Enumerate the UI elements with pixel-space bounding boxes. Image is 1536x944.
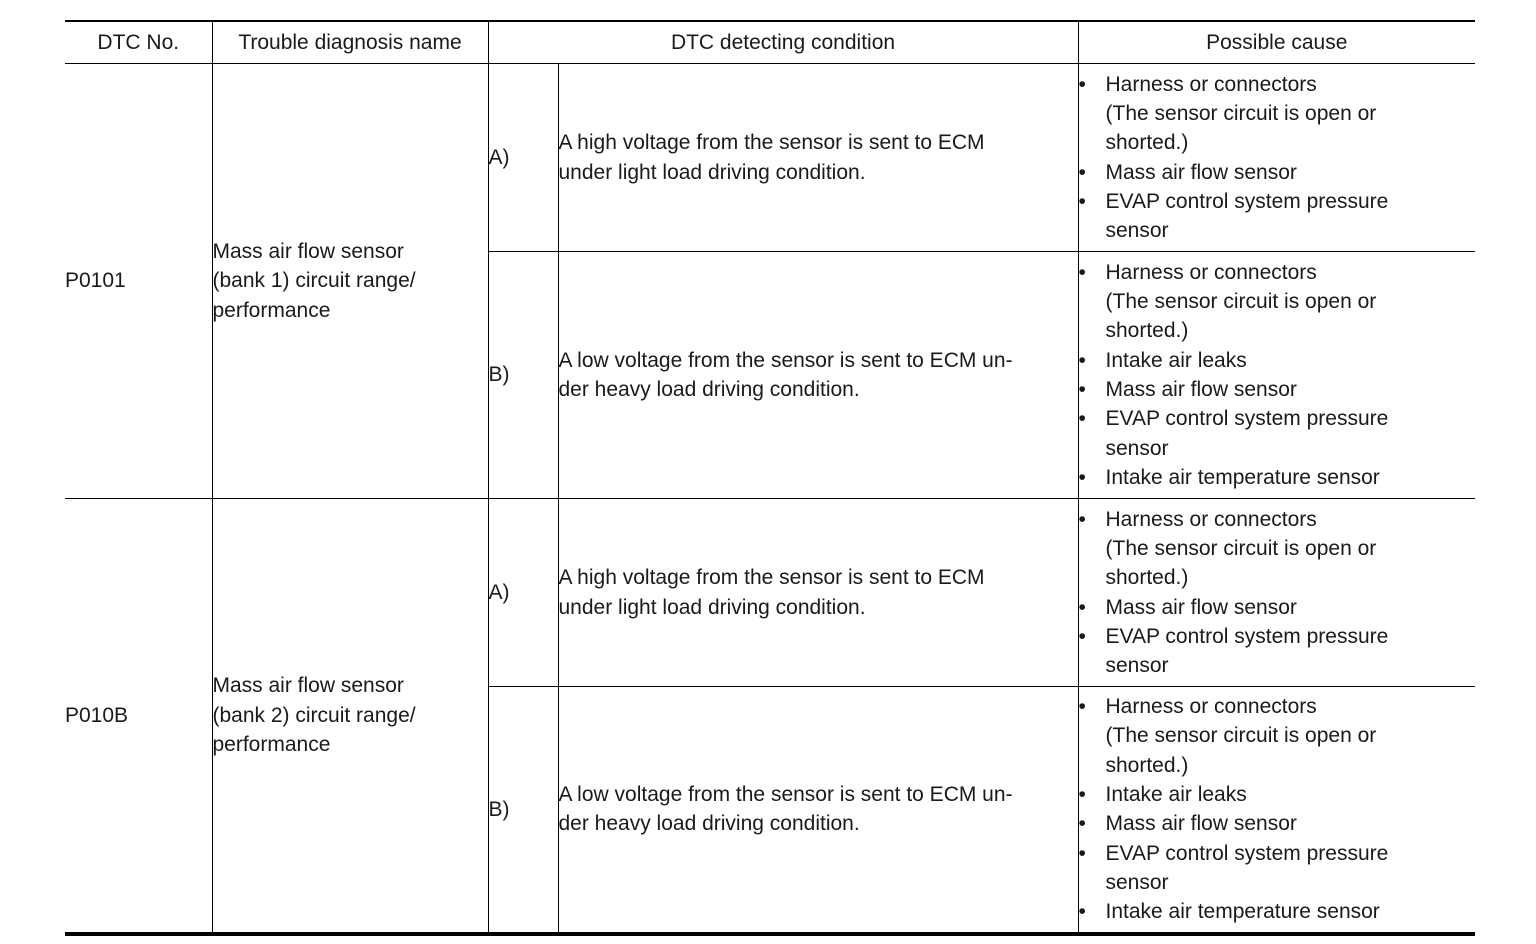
bullet-icon: • — [1078, 595, 1086, 619]
cause-line: Intake air temperature sensor — [1105, 465, 1380, 489]
bullet-icon: • — [1078, 407, 1086, 431]
condition-text-line: under light load driving condition. — [558, 160, 866, 184]
possible-causes — [1078, 252, 1475, 499]
diagnosis-name-line: Mass air flow sensor — [212, 674, 404, 698]
list-item — [1079, 593, 1476, 622]
cause-list — [1079, 258, 1476, 492]
condition-text-line: A high voltage from the sensor is sent to ECM — [558, 131, 985, 155]
cause-line: Mass air flow sensor — [1105, 812, 1297, 836]
list-item — [1079, 346, 1476, 375]
header-cause: Possible cause — [1078, 21, 1475, 64]
list-item — [1079, 70, 1476, 158]
condition-text — [558, 499, 1078, 687]
condition-text-line: A low voltage from the sensor is sent to ECM un- — [558, 782, 1013, 806]
condition-text — [558, 252, 1078, 499]
cause-line: sensor — [1105, 654, 1169, 678]
cause-line: Mass air flow sensor — [1105, 160, 1297, 184]
bullet-icon: • — [1078, 160, 1086, 184]
list-item — [1079, 505, 1476, 593]
table-row — [65, 499, 1475, 687]
cause-line: EVAP control system pressure — [1105, 189, 1389, 213]
cause-line: Harness or connectors — [1105, 72, 1317, 96]
cause-line: EVAP control system pressure — [1105, 624, 1389, 648]
possible-causes — [1078, 64, 1475, 252]
list-item — [1079, 809, 1476, 838]
cause-line: shorted.) — [1105, 131, 1189, 155]
cause-line: Harness or connectors — [1105, 260, 1317, 284]
list-item — [1079, 897, 1476, 926]
bullet-icon: • — [1078, 624, 1086, 648]
table-body — [65, 64, 1475, 934]
bullet-icon: • — [1078, 72, 1086, 96]
condition-letter: A) — [488, 499, 558, 687]
bullet-icon: • — [1078, 260, 1086, 284]
dtc-table — [65, 20, 1475, 936]
cause-line: Intake air leaks — [1105, 348, 1247, 372]
bullet-icon: • — [1078, 189, 1086, 213]
list-item — [1079, 404, 1476, 463]
header-dtc-no: DTC No. — [65, 21, 212, 64]
diagnosis-name-line: performance — [212, 732, 331, 756]
condition-text-line: der heavy load driving condition. — [558, 812, 860, 836]
cause-line: Intake air leaks — [1105, 782, 1247, 806]
cause-line: (The sensor circuit is open or — [1105, 290, 1377, 314]
table-row — [65, 64, 1475, 252]
cause-line: Mass air flow sensor — [1105, 595, 1297, 619]
cause-line: Harness or connectors — [1105, 695, 1317, 719]
bullet-icon: • — [1078, 378, 1086, 401]
bullet-icon: • — [1078, 812, 1086, 836]
condition-text-line: der heavy load driving condition. — [558, 378, 860, 401]
bullet-icon: • — [1078, 841, 1086, 865]
header-diagnosis-name: Trouble diagnosis name — [212, 21, 488, 64]
dtc-number: P010B — [65, 499, 212, 934]
possible-causes — [1078, 499, 1475, 687]
cause-list — [1079, 692, 1476, 926]
condition-letter: B) — [488, 252, 558, 499]
diagnosis-name-line: performance — [212, 298, 331, 322]
list-item — [1079, 692, 1476, 780]
cause-line: EVAP control system pressure — [1105, 407, 1389, 431]
list-item — [1079, 622, 1476, 681]
cause-line: (The sensor circuit is open or — [1105, 536, 1377, 560]
cause-line: shorted.) — [1105, 319, 1189, 343]
cause-line: shorted.) — [1105, 566, 1189, 590]
bullet-icon: • — [1078, 348, 1086, 372]
header-condition: DTC detecting condition — [488, 21, 1078, 64]
list-item — [1079, 375, 1476, 404]
diagnosis-name-line: Mass air flow sensor — [212, 240, 404, 264]
cause-list — [1079, 70, 1476, 246]
cause-line: sensor — [1105, 436, 1169, 460]
bullet-icon: • — [1078, 507, 1086, 531]
cause-line: Intake air temperature sensor — [1105, 900, 1380, 924]
cause-line: Harness or connectors — [1105, 507, 1317, 531]
cause-line: (The sensor circuit is open or — [1105, 724, 1377, 748]
cause-line: (The sensor circuit is open or — [1105, 101, 1377, 125]
cause-line: shorted.) — [1105, 753, 1189, 777]
list-item — [1079, 463, 1476, 492]
diagnosis-name-line: (bank 1) circuit range/ — [212, 269, 416, 293]
diagnosis-name — [212, 64, 488, 499]
list-item — [1079, 780, 1476, 809]
cause-line: sensor — [1105, 219, 1169, 243]
condition-text-line: A low voltage from the sensor is sent to ECM un- — [558, 348, 1013, 372]
header-row — [65, 21, 1475, 64]
condition-text-line: under light load driving condition. — [558, 595, 866, 619]
bullet-icon: • — [1078, 465, 1086, 489]
table-header — [65, 21, 1475, 64]
diagnosis-name-line: (bank 2) circuit range/ — [212, 703, 416, 727]
list-item — [1079, 187, 1476, 246]
list-item — [1079, 258, 1476, 346]
bullet-icon: • — [1078, 900, 1086, 924]
bullet-icon: • — [1078, 695, 1086, 719]
condition-text-line: A high voltage from the sensor is sent to ECM — [558, 566, 985, 590]
bullet-icon: • — [1078, 782, 1086, 806]
cause-line: Mass air flow sensor — [1105, 378, 1297, 401]
condition-text — [558, 687, 1078, 934]
list-item — [1079, 158, 1476, 187]
condition-letter: B) — [488, 687, 558, 934]
condition-text — [558, 64, 1078, 252]
cause-line: EVAP control system pressure — [1105, 841, 1389, 865]
diagnosis-name — [212, 499, 488, 934]
cause-line: sensor — [1105, 870, 1169, 894]
list-item — [1079, 839, 1476, 898]
dtc-number: P0101 — [65, 64, 212, 499]
cause-list — [1079, 505, 1476, 681]
condition-letter: A) — [488, 64, 558, 252]
possible-causes — [1078, 687, 1475, 934]
